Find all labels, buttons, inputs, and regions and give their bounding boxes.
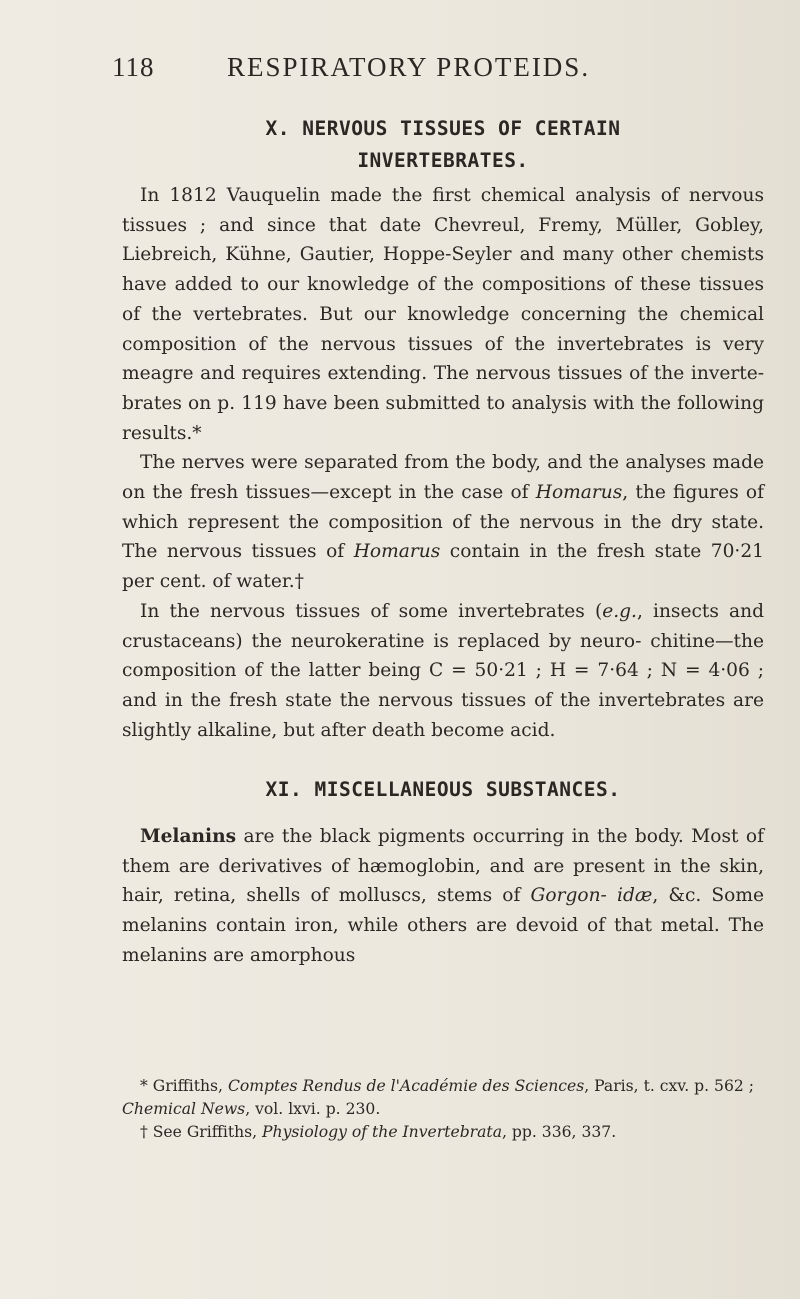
section-heading-line: X. NERVOUS TISSUES OF CERTAIN [265,117,621,140]
paragraph: The nerves were separated from the body, and the analyses made on the fresh tissues—except in the case of Homarus, the figures of which represent the composition of the nervous in the dry state. The nervous tissues of Homarus contain in the fresh state 70·21 per cent. of water.† [122,452,764,593]
footnote: † See Griffiths, Physiology of the Invertebrata, pp. 336, 337. [140,1123,617,1141]
section-heading: XI. MISCELLANEOUS SUBSTANCES. [265,778,621,801]
section-x-heading [122,113,764,177]
page-number: 118 [112,52,155,82]
term-melanins: Melanins [140,826,237,847]
body-text [122,181,764,745]
running-header [112,52,692,92]
paragraph: Melanins are the black pigments occurring in the body. Most of them are derivatives of hæmoglobin, and are present in the skin, hair, retina, shells of molluscs, stems of Gorgon- idæ, &c. Some melanins contain iron, while others are devoid of that metal. The melanins are amorphous [122,826,764,966]
paragraph: In 1812 Vauquelin made the first chemical analysis of nervous tissues ; and since that date Chevreul, Fremy, Müller, Gobley, Liebreich, Kühne, Gautier, Hoppe-Seyler and many other chemists have added to our knowledge of the compositions of these tissues of the vertebrates. But our knowledge concerning the chemical composition of the nervous tissues of the invertebrates is very meagre and requires extending. The nervous tissues of the inverte- brates on p. 119 have been submitted to analysis with the following results.* [122,185,764,444]
footnote: * Griffiths, Comptes Rendus de l'Académie des Sciences, Paris, t. cxv. p. 562 ; Chemical News, vol. lxvi. p. 230. [122,1077,755,1118]
paragraph: In the nervous tissues of some invertebrates (e.g., insects and crustaceans) the neurokeratine is replaced by neuro- chitine—the composition of the latter being C = 50·21 ; H = 7·64 ; N = 4·06 ; and in the fresh state the nervous tissues of the invertebrates are slightly alkaline, but after death become acid. [122,600,765,741]
section-heading-line: INVERTEBRATES. [357,149,529,172]
body-text-2 [122,822,764,971]
running-title: RESPIRATORY PROTEIDS. [227,52,591,82]
footnotes [122,1075,764,1144]
section-xi-heading [122,774,764,806]
